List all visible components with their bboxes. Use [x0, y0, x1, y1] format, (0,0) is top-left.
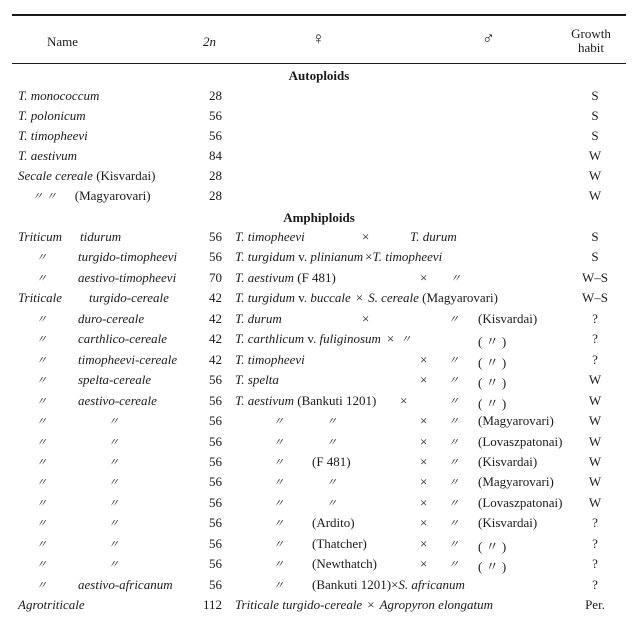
cultivar-label: (Kisvardai)	[92, 168, 156, 183]
variety-name: plinianum	[310, 249, 364, 264]
growth-habit: ?	[592, 556, 598, 571]
growth-habit: W	[588, 454, 602, 469]
ditto-mark: 〃	[273, 539, 284, 551]
growth-habit: W	[588, 188, 602, 203]
name-cell	[18, 88, 99, 104]
cross-symbol: ×	[420, 434, 428, 449]
female-parent	[235, 556, 377, 572]
male-parent: Agropyron elongatum	[379, 597, 494, 612]
cultivar-label: (Kisvardai)	[478, 515, 538, 530]
chromosome-number: 56	[209, 249, 222, 264]
epithet: 〃	[108, 416, 119, 428]
chromosome-number: 42	[209, 311, 222, 326]
cross-symbol: ×	[420, 515, 428, 530]
growth-habit: Per.	[585, 597, 605, 612]
chromosome-number: 56	[209, 393, 222, 408]
name-cell	[18, 372, 152, 388]
ditto-mark: 〃 〃	[32, 191, 57, 203]
name-cell	[18, 434, 119, 450]
header-name: Name	[47, 34, 79, 49]
female-symbol-icon: ♀	[312, 29, 325, 48]
table-row	[0, 454, 638, 474]
name-cell	[18, 168, 155, 184]
name-cell	[18, 393, 157, 409]
genus: 〃	[36, 559, 47, 571]
male-parent: T. durum	[410, 229, 457, 244]
cross-symbol: ×	[420, 556, 428, 571]
cultivar-label: (Kisvardai)	[478, 311, 538, 326]
name-cell	[18, 229, 122, 245]
cultivar-label: (Bankuti 1201)	[293, 393, 377, 408]
cross-symbol: ×	[420, 454, 428, 469]
cross-symbol: ×	[420, 495, 428, 510]
cultivar-label: (Magyarovari)	[478, 413, 554, 428]
cross-symbol: ×	[367, 597, 375, 612]
cultivar-label: (Newthatch)	[312, 556, 377, 571]
chromosome-number: 28	[209, 88, 222, 103]
header-2n: 2n	[203, 34, 216, 49]
growth-habit: S	[591, 108, 599, 123]
cultivar-label: (Thatcher)	[312, 536, 367, 551]
male-parent: 〃	[450, 273, 461, 285]
growth-habit: ?	[592, 536, 598, 551]
species-name: Triticale turgido-cereale	[235, 597, 363, 612]
name-cell	[18, 311, 145, 327]
genus: 〃	[36, 580, 47, 592]
name-cell	[18, 290, 169, 306]
female-parent	[235, 331, 507, 349]
chromosome-number: 56	[209, 577, 222, 592]
growth-habit: W	[588, 434, 602, 449]
species-name: T. aestivum	[18, 148, 77, 163]
species-name: T. timopheevi	[235, 229, 305, 244]
female-parent	[235, 413, 337, 429]
cultivar-label: (Kisvardai)	[478, 454, 538, 469]
chromosome-number: 42	[209, 290, 222, 305]
growth-habit: ?	[592, 311, 598, 326]
name-cell	[18, 331, 168, 347]
cultivar-label: (Lovaszpatonai)	[478, 495, 563, 510]
ditto-mark: 〃	[273, 498, 284, 510]
chromosome-number: 56	[209, 128, 222, 143]
species-name: T. aestivum	[235, 270, 294, 285]
male-parent: 〃	[448, 477, 459, 489]
female-parent	[235, 454, 351, 470]
epithet: tidurum	[80, 229, 122, 244]
name-cell	[18, 249, 178, 265]
name-cell	[18, 474, 119, 490]
ditto-mark: 〃	[326, 437, 337, 449]
table-row	[0, 495, 638, 515]
male-parent: 〃	[448, 457, 459, 469]
female-parent	[235, 372, 279, 388]
epithet: spelta-cereale	[78, 372, 152, 387]
epithet: aestivo-timopheevi	[78, 270, 177, 285]
ditto-mark: 〃	[273, 437, 284, 449]
growth-habit: W	[588, 372, 602, 387]
ditto-mark: 〃	[273, 518, 284, 530]
cultivar-label: (Magyarovari)	[478, 474, 554, 489]
genus: 〃	[36, 518, 47, 530]
growth-habit: S	[591, 249, 599, 264]
table-row	[0, 168, 638, 188]
name-cell	[18, 536, 119, 552]
table-row	[0, 331, 638, 351]
cultivar-label: (Lovaszpatonai)	[478, 434, 563, 449]
male-parent: 〃	[448, 559, 459, 571]
cultivar-label: ( 〃 )	[478, 375, 507, 390]
chromosome-number: 56	[209, 474, 222, 489]
species-name: T. timopheevi	[18, 128, 88, 143]
cultivar-label: v.	[304, 331, 320, 346]
epithet: 〃	[108, 518, 119, 530]
chromosome-number: 56	[209, 108, 222, 123]
epithet: 〃	[108, 437, 119, 449]
ditto-mark: 〃	[273, 416, 284, 428]
table-row	[0, 515, 638, 535]
ditto-mark: 〃	[326, 498, 337, 510]
male-parent: 〃	[448, 416, 459, 428]
male-parent: 〃	[448, 437, 459, 449]
epithet: turgido-cereale	[89, 290, 169, 305]
genus: 〃	[36, 314, 47, 326]
cross-symbol: ×	[362, 229, 370, 244]
genus: 〃	[36, 334, 47, 346]
table-row	[0, 108, 638, 128]
male-parent: 〃	[448, 355, 459, 367]
cross-symbol: ×	[420, 413, 428, 428]
male-symbol-icon: ♂	[482, 29, 495, 48]
table-row	[0, 270, 638, 290]
growth-habit: W	[588, 168, 602, 183]
name-cell	[18, 270, 177, 286]
male-parent: S. cereale	[368, 290, 419, 305]
male-parent: T. timopheevi	[372, 249, 443, 264]
epithet: 〃	[108, 539, 119, 551]
name-cell	[18, 128, 88, 144]
cross-symbol: ×	[386, 331, 395, 346]
species-name: Secale cereale	[18, 168, 93, 183]
chromosome-number: 56	[209, 495, 222, 510]
cultivar-label: ( 〃 )	[478, 355, 507, 370]
genus: 〃	[36, 498, 47, 510]
cultivar-label: (Magyarovari)	[418, 290, 498, 305]
growth-habit: ?	[592, 515, 598, 530]
cross-symbol: ×	[355, 290, 364, 305]
genus: Agrotriticale	[18, 597, 85, 612]
cultivar-label: v.	[294, 249, 311, 264]
section-amphiploids: Amphiploids	[283, 210, 355, 225]
female-parent	[235, 597, 493, 613]
epithet: 〃	[108, 477, 119, 489]
species-name: T. turgidum	[235, 290, 295, 305]
female-parent	[235, 474, 337, 490]
cross-symbol: ×	[362, 311, 370, 326]
female-parent	[235, 229, 305, 245]
cultivar-label: (Magyarovari)	[74, 188, 151, 203]
table-row	[0, 188, 638, 208]
name-cell	[18, 556, 119, 572]
cultivar-label: ( 〃 )	[478, 539, 507, 554]
table-row	[0, 148, 638, 168]
name-cell	[18, 515, 119, 531]
genus: 〃	[36, 477, 47, 489]
table-row	[0, 413, 638, 433]
epithet: duro-cereale	[78, 311, 145, 326]
table-row	[0, 88, 638, 108]
female-parent	[235, 249, 442, 265]
male-parent: 〃	[448, 518, 459, 530]
genus: 〃	[36, 252, 47, 264]
female-parent	[235, 290, 498, 306]
cross-symbol: ×	[420, 372, 428, 387]
cross-symbol: ×	[420, 270, 428, 285]
epithet: carthlico-cereale	[78, 331, 168, 346]
male-parent: S. africanum	[398, 577, 465, 592]
table-row	[0, 229, 638, 249]
section-autoploids: Autoploids	[288, 68, 350, 83]
chromosome-number: 56	[209, 556, 222, 571]
chromosome-number: 56	[209, 372, 222, 387]
name-cell	[18, 495, 119, 511]
variety-name: fuliginosum	[319, 331, 381, 346]
genus: 〃	[36, 539, 47, 551]
chromosome-number: 56	[209, 434, 222, 449]
genus: 〃	[36, 416, 47, 428]
header-growth-habit	[562, 27, 620, 55]
species-name: T. timopheevi	[235, 352, 305, 367]
table-row	[0, 290, 638, 310]
epithet: 〃	[108, 559, 119, 571]
cultivar-label: ( 〃 )	[478, 334, 507, 349]
epithet: aestivo-cereale	[78, 393, 157, 408]
epithet: turgido-timopheevi	[78, 249, 178, 264]
male-parent: 〃	[448, 498, 459, 510]
cultivar-label: ( 〃 )	[478, 396, 507, 411]
ditto-mark: 〃	[273, 580, 284, 592]
male-parent: 〃	[448, 396, 459, 408]
male-parent: 〃	[448, 539, 459, 551]
female-parent	[235, 577, 465, 593]
genus: 〃	[36, 396, 47, 408]
chromosome-number: 42	[209, 331, 222, 346]
name-cell	[18, 577, 173, 593]
species-name: T. polonicum	[18, 108, 86, 123]
chromosome-number: 70	[209, 270, 222, 285]
male-parent: 〃	[448, 375, 459, 387]
name-cell	[18, 148, 77, 164]
table-row	[0, 577, 638, 597]
chromosome-number: 28	[209, 168, 222, 183]
table-row	[0, 393, 638, 413]
variety-name: buccale	[310, 290, 351, 305]
chromosome-number: 56	[209, 454, 222, 469]
table-row	[0, 352, 638, 372]
growth-habit: S	[591, 88, 599, 103]
female-parent	[235, 434, 337, 450]
table-row	[0, 434, 638, 454]
cross-symbol: ×	[420, 352, 428, 367]
growth-habit: S	[591, 229, 599, 244]
name-cell	[18, 188, 151, 204]
name-cell	[18, 108, 86, 124]
table-row	[0, 474, 638, 494]
cross-symbol: ×	[365, 249, 373, 264]
chromosome-number: 56	[209, 413, 222, 428]
genus: 〃	[36, 355, 47, 367]
chromosome-number: 56	[209, 515, 222, 530]
genus: 〃	[36, 273, 47, 285]
ditto-mark: 〃	[273, 559, 284, 571]
cultivar-label: v.	[294, 290, 311, 305]
chromosome-number: 28	[209, 188, 222, 203]
table-row	[0, 128, 638, 148]
genus: Triticale	[18, 290, 63, 305]
header-growth-line1: Growth	[571, 26, 611, 41]
growth-habit: W–S	[582, 290, 608, 305]
ditto-mark: 〃	[326, 477, 337, 489]
name-cell	[18, 597, 85, 613]
cross-symbol: ×	[420, 474, 428, 489]
chromosome-number: 56	[209, 536, 222, 551]
growth-habit: ?	[592, 577, 598, 592]
genus: 〃	[36, 457, 47, 469]
female-parent	[235, 393, 376, 409]
table-row	[0, 311, 638, 331]
species-name: T. monococcum	[18, 88, 100, 103]
female-parent	[235, 515, 355, 531]
cultivar-label: (F 481)	[293, 270, 336, 285]
header-growth-line2: habit	[578, 40, 604, 55]
table-row	[0, 556, 638, 576]
name-cell	[18, 352, 178, 368]
growth-habit: W	[588, 393, 602, 408]
cross-symbol: ×	[391, 577, 399, 592]
cross-symbol: ×	[420, 536, 428, 551]
top-rule	[12, 14, 626, 16]
species-name: T. spelta	[235, 372, 279, 387]
name-cell	[18, 413, 119, 429]
epithet: aestivo-africanum	[78, 577, 173, 592]
chromosome-number: 112	[202, 597, 222, 612]
chromosome-number: 84	[209, 148, 222, 163]
ditto-mark: 〃	[326, 416, 337, 428]
table-row	[0, 372, 638, 392]
cross-symbol: ×	[400, 393, 408, 408]
table-row	[0, 249, 638, 269]
cultivar-label: (F 481)	[312, 454, 351, 469]
growth-habit: S	[591, 128, 599, 143]
epithet: 〃	[108, 457, 119, 469]
genus: 〃	[36, 375, 47, 387]
name-cell	[18, 454, 119, 470]
ditto-mark: 〃	[400, 334, 412, 346]
species-name: T. durum	[235, 311, 282, 326]
table-row	[0, 597, 638, 617]
ditto-mark: 〃	[273, 457, 284, 469]
chromosome-number: 56	[209, 229, 222, 244]
growth-habit: ?	[592, 331, 598, 346]
female-parent	[235, 352, 305, 368]
growth-habit: W–S	[582, 270, 608, 285]
header-rule	[12, 63, 626, 64]
female-parent	[235, 270, 336, 286]
species-name: T. aestivum	[235, 393, 294, 408]
growth-habit: ?	[592, 352, 598, 367]
female-parent	[235, 311, 282, 327]
ditto-mark: 〃	[273, 477, 284, 489]
genus: 〃	[36, 437, 47, 449]
species-name: T. turgidum	[235, 249, 295, 264]
cultivar-label: (Ardito)	[312, 515, 355, 530]
growth-habit: W	[588, 495, 602, 510]
growth-habit: W	[588, 148, 602, 163]
epithet: 〃	[108, 498, 119, 510]
chromosome-number: 42	[209, 352, 222, 367]
growth-habit: W	[588, 413, 602, 428]
growth-habit: W	[588, 474, 602, 489]
male-parent: 〃	[448, 314, 459, 326]
female-parent	[235, 495, 337, 511]
female-parent	[235, 536, 367, 552]
cultivar-label: (Bankuti 1201)	[312, 577, 392, 592]
cultivar-label: ( 〃 )	[478, 559, 507, 574]
table-row	[0, 536, 638, 556]
genus: Triticum	[18, 229, 63, 244]
epithet: timopheevi-cereale	[78, 352, 178, 367]
species-name: T. carthlicum	[235, 331, 305, 346]
